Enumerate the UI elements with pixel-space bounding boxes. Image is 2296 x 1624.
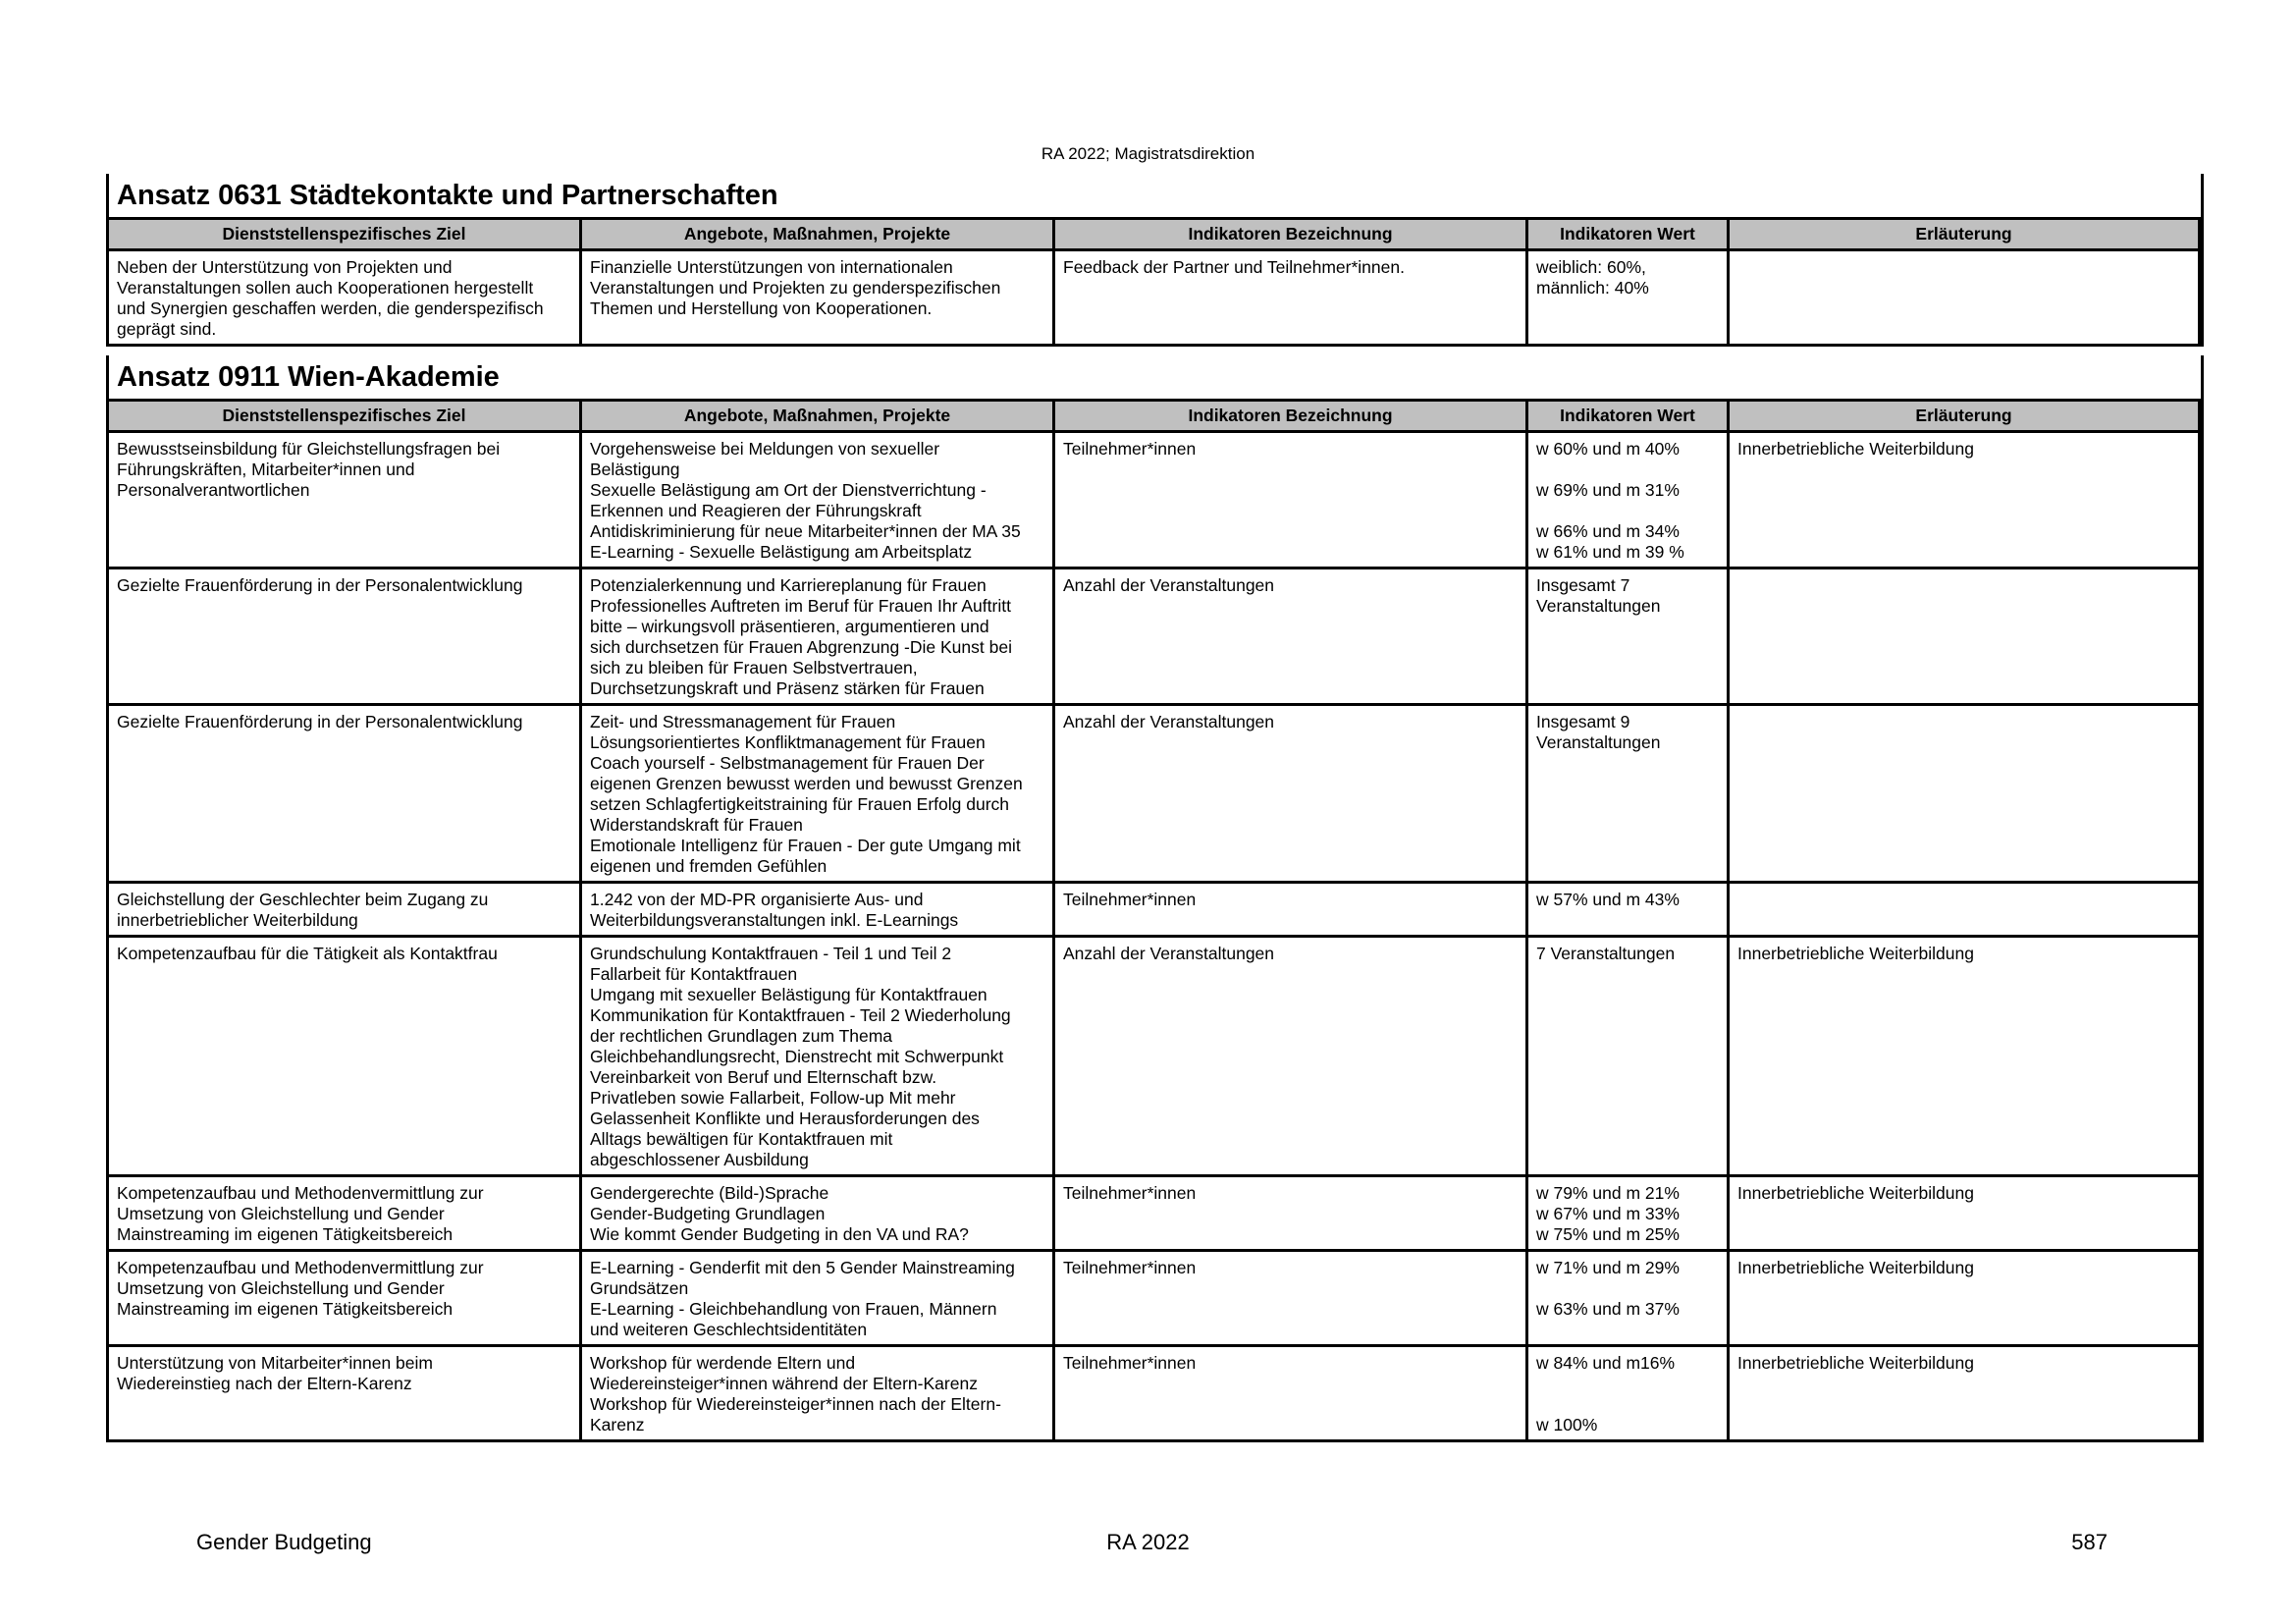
cell-text-line: Wiedereinsteiger*innen während der Eltern-Karenz <box>590 1374 978 1393</box>
cell-bezeichnung <box>1054 250 1527 346</box>
column-header-ziel: Dienststellenspezifisches Ziel <box>108 219 581 250</box>
cell-text-line: abgeschlossener Ausbildung <box>590 1150 809 1169</box>
cell-text-line: Workshop für Wiedereinsteiger*innen nach der Eltern- <box>590 1394 1001 1414</box>
column-header-bezeichnung: Indikatoren Bezeichnung <box>1054 219 1527 250</box>
cell-spacer <box>1536 1374 1719 1394</box>
cell-text-line: Fallarbeit für Kontaktfrauen <box>590 964 798 984</box>
cell-spacer <box>1536 1394 1719 1415</box>
cell-spacer <box>1536 1278 1719 1299</box>
cell-wert <box>1527 1346 1729 1441</box>
table-row <box>108 568 2200 705</box>
cell-text-line: Gezielte Frauenförderung in der Personalentwicklung <box>117 575 523 595</box>
cell-text-line: Karenz <box>590 1415 645 1435</box>
cell-ziel <box>108 883 581 937</box>
cell-angebote <box>581 883 1054 937</box>
cell-text-line: Finanzielle Unterstützungen von internationalen <box>590 257 953 277</box>
cell-text-line: Widerstandskraft für Frauen <box>590 815 803 835</box>
cell-text-line: Anzahl der Veranstaltungen <box>1063 575 1275 595</box>
cell-text-line: Gelassenheit Konflikte und Herausforderungen des <box>590 1109 980 1128</box>
cell-text-line: Potenzialerkennung und Karriereplanung für Frauen <box>590 575 987 595</box>
section-0911 <box>106 355 2204 1442</box>
cell-text-line: Wie kommt Gender Budgeting in den VA und RA? <box>590 1224 969 1244</box>
cell-angebote <box>581 432 1054 568</box>
cell-text-line: sich zu bleiben für Frauen Selbstvertrauen, <box>590 658 918 677</box>
column-header-wert: Indikatoren Wert <box>1527 401 1729 432</box>
cell-text-line: der rechtlichen Grundlagen zum Thema <box>590 1026 893 1046</box>
cell-text-line: E-Learning - Gleichbehandlung von Frauen, Männern <box>590 1299 997 1319</box>
footer-center: RA 2022 <box>1106 1530 1190 1554</box>
cell-text-line: Gendergerechte (Bild-)Sprache <box>590 1183 829 1203</box>
cell-text-line: Mainstreaming im eigenen Tätigkeitsbereich <box>117 1224 454 1244</box>
cell-erlaeuterung <box>1729 937 2200 1176</box>
cell-text-line: eigenen Grenzen bewusst werden und bewusst Grenzen <box>590 774 1023 793</box>
cell-bezeichnung <box>1054 883 1527 937</box>
table-row <box>108 1176 2200 1251</box>
cell-text-line: Veranstaltungen sollen auch Kooperationen hergestellt <box>117 278 534 298</box>
cell-text-line: Teilnehmer*innen <box>1063 1353 1197 1373</box>
cell-angebote <box>581 568 1054 705</box>
cell-text-line: Workshop für werdende Eltern und <box>590 1353 856 1373</box>
cell-text-line: Vereinbarkeit von Beruf und Elternschaft bzw. <box>590 1067 937 1087</box>
cell-ziel <box>108 1251 581 1346</box>
cell-bezeichnung <box>1054 1251 1527 1346</box>
cell-text-line: männlich: 40% <box>1536 278 1649 298</box>
cell-text-line: Teilnehmer*innen <box>1063 1258 1197 1277</box>
cell-text-line: innerbetrieblicher Weiterbildung <box>117 910 358 930</box>
cell-text-line: Bewusstseinsbildung für Gleichstellungsfragen bei <box>117 439 501 459</box>
cell-text-line: Sexuelle Belästigung am Ort der Dienstverrichtung - <box>590 480 987 500</box>
cell-text-line: Gender-Budgeting Grundlagen <box>590 1204 826 1223</box>
section-table <box>106 217 2201 347</box>
cell-text-line: E-Learning - Genderfit mit den 5 Gender Mainstreaming <box>590 1258 1015 1277</box>
cell-text-line: Zeit- und Stressmanagement für Frauen <box>590 712 896 731</box>
column-header-wert: Indikatoren Wert <box>1527 219 1729 250</box>
cell-text-line: Emotionale Intelligenz für Frauen - Der gute Umgang mit <box>590 836 1021 855</box>
cell-text-line: Teilnehmer*innen <box>1063 890 1197 909</box>
cell-text-line: Privatleben sowie Fallarbeit, Follow-up Mit mehr <box>590 1088 956 1108</box>
cell-text-line: Führungskräften, Mitarbeiter*innen und <box>117 460 415 479</box>
cell-text-line: E-Learning - Sexuelle Belästigung am Arbeitsplatz <box>590 542 973 562</box>
cell-text-line: Gleichstellung der Geschlechter beim Zugang zu <box>117 890 489 909</box>
cell-text-line: Coach yourself - Selbstmanagement für Frauen Der <box>590 753 985 773</box>
cell-text-line: Innerbetriebliche Weiterbildung <box>1737 439 1974 459</box>
cell-text-line: Grundschulung Kontaktfrauen - Teil 1 und Teil 2 <box>590 944 952 963</box>
cell-erlaeuterung <box>1729 1251 2200 1346</box>
cell-text-line: Belästigung <box>590 460 680 479</box>
cell-ziel <box>108 937 581 1176</box>
table-header-row <box>108 401 2200 432</box>
cell-text-line: Lösungsorientiertes Konfliktmanagement für Frauen <box>590 732 986 752</box>
cell-text-line: setzen Schlagfertigkeitstraining für Frauen Erfolg durch <box>590 794 1010 814</box>
cell-text-line: weiblich: 60%, <box>1536 257 1646 277</box>
cell-text-line: Anzahl der Veranstaltungen <box>1063 944 1275 963</box>
table-row <box>108 250 2200 346</box>
cell-text-line: geprägt sind. <box>117 319 217 339</box>
cell-text-line: Weiterbildungsveranstaltungen inkl. E-Learnings <box>590 910 959 930</box>
cell-text-line: Grundsätzen <box>590 1278 689 1298</box>
cell-text-line: Erkennen und Reagieren der Führungskraft <box>590 501 922 520</box>
cell-text-line: Gleichbehandlungsrecht, Dienstrecht mit Schwerpunkt <box>590 1047 1004 1066</box>
cell-text-line: Personalverantwortlichen <box>117 480 310 500</box>
cell-angebote <box>581 1176 1054 1251</box>
cell-text-line: Innerbetriebliche Weiterbildung <box>1737 1353 1974 1373</box>
cell-text-line: Veranstaltungen und Projekten zu genderspezifischen <box>590 278 1001 298</box>
cell-ziel <box>108 1346 581 1441</box>
cell-text-line: Durchsetzungskraft und Präsenz stärken für Frauen <box>590 678 985 698</box>
footer-left: Gender Budgeting <box>196 1530 372 1554</box>
cell-text-line: Kompetenzaufbau und Methodenvermittlung zur <box>117 1183 484 1203</box>
cell-bezeichnung <box>1054 432 1527 568</box>
cell-text-line: w 100% <box>1536 1415 1598 1435</box>
cell-text-line: Alltags bewältigen für Kontaktfrauen mit <box>590 1129 893 1149</box>
cell-text-line: sich durchsetzen für Frauen Abgrenzung -Die Kunst bei <box>590 637 1012 657</box>
cell-ziel <box>108 432 581 568</box>
cell-text-line: Anzahl der Veranstaltungen <box>1063 712 1275 731</box>
cell-wert <box>1527 568 1729 705</box>
table-row <box>108 432 2200 568</box>
cell-text-line: Innerbetriebliche Weiterbildung <box>1737 944 1974 963</box>
cell-text-line: w 71% und m 29% <box>1536 1258 1680 1277</box>
cell-text-line: Teilnehmer*innen <box>1063 439 1197 459</box>
cell-erlaeuterung <box>1729 568 2200 705</box>
cell-wert <box>1527 1251 1729 1346</box>
cell-text-line: bitte – wirkungsvoll präsentieren, argumentieren und <box>590 617 989 636</box>
table-row <box>108 705 2200 883</box>
cell-text-line: Umgang mit sexueller Belästigung für Kontaktfrauen <box>590 985 988 1004</box>
cell-wert <box>1527 1176 1729 1251</box>
cell-text-line: Teilnehmer*innen <box>1063 1183 1197 1203</box>
table-row <box>108 883 2200 937</box>
cell-wert <box>1527 705 1729 883</box>
cell-angebote <box>581 1251 1054 1346</box>
column-header-bezeichnung: Indikatoren Bezeichnung <box>1054 401 1527 432</box>
cell-erlaeuterung <box>1729 1176 2200 1251</box>
cell-text-line: eigenen und fremden Gefühlen <box>590 856 828 876</box>
cell-text-line: Professionelles Auftreten im Beruf für Frauen Ihr Auftritt <box>590 596 1011 616</box>
cell-text-line: Antidiskriminierung für neue Mitarbeiter*innen der MA 35 <box>590 521 1021 541</box>
cell-text-line: w 66% und m 34% <box>1536 521 1680 541</box>
cell-bezeichnung <box>1054 937 1527 1176</box>
column-header-erlaeuterung: Erläuterung <box>1729 219 2200 250</box>
cell-text-line: Umsetzung von Gleichstellung und Gender <box>117 1204 445 1223</box>
cell-text-line: w 75% und m 25% <box>1536 1224 1680 1244</box>
cell-erlaeuterung <box>1729 432 2200 568</box>
cell-text-line: Gezielte Frauenförderung in der Personalentwicklung <box>117 712 523 731</box>
page-header: RA 2022; Magistratsdirektion <box>1041 144 1255 163</box>
cell-ziel <box>108 568 581 705</box>
cell-spacer <box>1536 460 1719 480</box>
cell-wert <box>1527 937 1729 1176</box>
cell-text-line: Veranstaltungen <box>1536 596 1661 616</box>
cell-text-line: Wiedereinstieg nach der Eltern-Karenz <box>117 1374 412 1393</box>
cell-text-line: Mainstreaming im eigenen Tätigkeitsbereich <box>117 1299 454 1319</box>
cell-text-line: w 84% und m16% <box>1536 1353 1676 1373</box>
cell-text-line: Neben der Unterstützung von Projekten und <box>117 257 453 277</box>
cell-erlaeuterung <box>1729 705 2200 883</box>
cell-text-line: Themen und Herstellung von Kooperationen. <box>590 298 933 318</box>
cell-erlaeuterung <box>1729 1346 2200 1441</box>
column-header-angebote: Angebote, Maßnahmen, Projekte <box>581 401 1054 432</box>
cell-text-line: w 63% und m 37% <box>1536 1299 1680 1319</box>
cell-text-line: Veranstaltungen <box>1536 732 1661 752</box>
cell-text-line: w 60% und m 40% <box>1536 439 1680 459</box>
cell-text-line: Kommunikation für Kontaktfrauen - Teil 2 Wiederholung <box>590 1005 1011 1025</box>
cell-angebote <box>581 1346 1054 1441</box>
cell-angebote <box>581 705 1054 883</box>
cell-text-line: Insgesamt 9 <box>1536 712 1630 731</box>
cell-text-line: w 67% und m 33% <box>1536 1204 1680 1223</box>
cell-bezeichnung <box>1054 705 1527 883</box>
cell-ziel <box>108 705 581 883</box>
cell-text-line: Innerbetriebliche Weiterbildung <box>1737 1183 1974 1203</box>
cell-text-line: Umsetzung von Gleichstellung und Gender <box>117 1278 445 1298</box>
cell-text-line: Insgesamt 7 <box>1536 575 1630 595</box>
table-row <box>108 937 2200 1176</box>
table-row <box>108 1346 2200 1441</box>
column-header-erlaeuterung: Erläuterung <box>1729 401 2200 432</box>
column-header-angebote: Angebote, Maßnahmen, Projekte <box>581 219 1054 250</box>
cell-erlaeuterung <box>1729 883 2200 937</box>
cell-wert <box>1527 432 1729 568</box>
cell-angebote <box>581 937 1054 1176</box>
cell-text-line: w 79% und m 21% <box>1536 1183 1680 1203</box>
cell-text-line: 7 Veranstaltungen <box>1536 944 1676 963</box>
cell-text-line: 1.242 von der MD-PR organisierte Aus- und <box>590 890 924 909</box>
cell-bezeichnung <box>1054 568 1527 705</box>
cell-ziel <box>108 1176 581 1251</box>
section-table <box>106 399 2201 1442</box>
cell-wert <box>1527 250 1729 346</box>
cell-text-line: Kompetenzaufbau und Methodenvermittlung zur <box>117 1258 484 1277</box>
cell-text-line: w 69% und m 31% <box>1536 480 1680 500</box>
cell-erlaeuterung <box>1729 250 2200 346</box>
cell-text-line: Vorgehensweise bei Meldungen von sexueller <box>590 439 940 459</box>
cell-text-line: w 57% und m 43% <box>1536 890 1680 909</box>
table-row <box>108 1251 2200 1346</box>
section-title: Ansatz 0631 Städtekontakte und Partnerschaften <box>117 180 778 211</box>
cell-ziel <box>108 250 581 346</box>
cell-text-line: w 61% und m 39 % <box>1536 542 1684 562</box>
cell-text-line: und weiteren Geschlechtsidentitäten <box>590 1320 868 1339</box>
cell-wert <box>1527 883 1729 937</box>
cell-angebote <box>581 250 1054 346</box>
footer-page-number: 587 <box>2071 1530 2108 1554</box>
cell-text-line: Unterstützung von Mitarbeiter*innen beim <box>117 1353 433 1373</box>
cell-bezeichnung <box>1054 1176 1527 1251</box>
section-0631 <box>106 174 2204 347</box>
table-header-row <box>108 219 2200 250</box>
cell-text-line: Feedback der Partner und Teilnehmer*innen. <box>1063 257 1405 277</box>
column-header-ziel: Dienststellenspezifisches Ziel <box>108 401 581 432</box>
cell-spacer <box>1536 501 1719 521</box>
cell-text-line: Innerbetriebliche Weiterbildung <box>1737 1258 1974 1277</box>
cell-text-line: und Synergien geschaffen werden, die genderspezifisch <box>117 298 544 318</box>
cell-text-line: Kompetenzaufbau für die Tätigkeit als Kontaktfrau <box>117 944 498 963</box>
cell-bezeichnung <box>1054 1346 1527 1441</box>
section-title: Ansatz 0911 Wien-Akademie <box>117 361 500 393</box>
